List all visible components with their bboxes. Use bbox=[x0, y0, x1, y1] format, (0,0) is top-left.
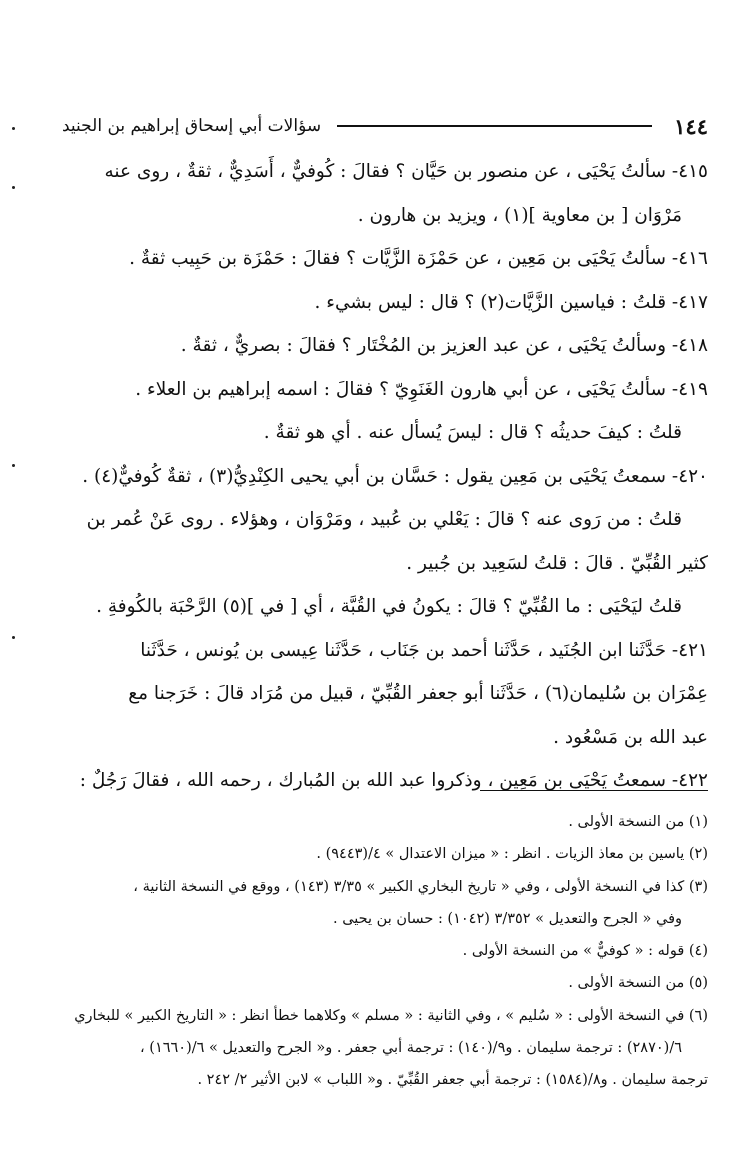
footnote-separator bbox=[480, 790, 708, 791]
text-line: عِمْرَان بن سُليمان(٦) ، حَدَّثَنا أبو جعفر القُبِّيّ ، قبيل من مُرَاد قالَ : خَرَجنا مع bbox=[128, 683, 708, 704]
footnote-line: (٢) ياسين بن معاذ الزيات . انظر : « ميزان الاعتدال » ٤/(٩٤٤٣) . bbox=[316, 846, 708, 863]
header-rule bbox=[337, 125, 652, 127]
text-line: ٤١٨- وسألتُ يَحْيَى ، عن عبد العزيز بن المُخْتَار ؟ فقالَ : بصريٌّ ، ثقةٌ . bbox=[180, 335, 708, 356]
running-header bbox=[62, 108, 708, 144]
text-line: ٤٢٠- سمعتُ يَحْيَى بن مَعِين يقول : حَسَّان بن أبي يحيى الكِنْدِيُّ(٣) ، ثقةٌ كُوفيٌّ(٤) . bbox=[82, 465, 708, 487]
footnote-line: (٣) كذا في النسخة الأولى ، وفي « تاريخ البخاري الكبير » ٣/٣٥ (١٤٣) ، ووقع في النسخة الثانية ، bbox=[133, 878, 708, 895]
text-line: ٤٢١- حَدَّثَنا ابن الجُنَيد ، حَدَّثَنا أحمد بن جَنَاب ، حَدَّثَنا عِيسى بن يُونس ، حَدَّثَنا bbox=[140, 639, 708, 661]
book-title: سؤالات أبي إسحاق إبراهيم بن الجنيد bbox=[62, 116, 322, 136]
page-number: ١٤٤ bbox=[674, 113, 708, 139]
margin-mark bbox=[12, 186, 15, 189]
margin-mark bbox=[12, 636, 15, 639]
footnote-line: (٦) في النسخة الأولى : « سُليم » ، وفي الثانية : « مسلم » وكلاهما خطأ انظر : « التاريخ الكبير » للبخاري bbox=[74, 1007, 708, 1024]
footnote-line: (٤) قوله : « كوفيٌّ » من النسخة الأولى . bbox=[462, 943, 708, 960]
text-line: ٤١٥- سألتُ يَحْيَى ، عن منصور بن حَيَّان ؟ فقالَ : كُوفيٌّ ، أَسَدِيٌّ ، ثقةٌ ، روى عنه bbox=[104, 161, 708, 182]
footnotes bbox=[62, 806, 708, 1097]
text-line: عبد الله بن مَسْعُود . bbox=[553, 726, 708, 748]
text-line: مَرْوَان [ بن معاوية ](١) ، ويزيد بن هارون . bbox=[357, 204, 682, 226]
footnote-line: ترجمة سليمان . و٨/(١٥٨٤) : ترجمة أبي جعفر القُبِّيّ . و« اللباب » لابن الأثير ٢/ ٢٤٢ . bbox=[197, 1072, 708, 1089]
text-line: ٤٢٢- سمعتُ يَحْيَى بن مَعِين ، وذكروا عبد الله بن المُبارك ، رحمه الله ، فقالَ رَجُلٌ : bbox=[79, 770, 708, 791]
footnote-line: (١) من النسخة الأولى . bbox=[568, 814, 708, 830]
footnote-line: ٦/(٢٨٧٠) : ترجمة سليمان . و٩/(١٤٠) : ترجمة أبي جعفر . و« الجرح والتعديل » ٦/(١٦٦٠) ، bbox=[139, 1040, 682, 1057]
text-line: ٤١٩- سألتُ يَحْيَى ، عن أبي هارون الغَنَوِيّ ؟ فقالَ : اسمه إبراهيم بن العلاء . bbox=[135, 378, 708, 400]
text-line: ٤١٧- قلتُ : فياسين الزَّيَّات(٢) ؟ قال : ليس بشيء . bbox=[314, 291, 708, 313]
text-line: قلتُ ليَحْيَى : ما القُبِّيّ ؟ قالَ : يكونُ في القُبَّة ، أي [ في ](٥) الرَّحْبَة بالكُوفةِ . bbox=[96, 596, 682, 617]
text-line: قلتُ : كيفَ حديثُه ؟ قال : ليسَ يُسأل عنه . أي هو ثقةٌ . bbox=[263, 422, 682, 443]
footnote-line: (٥) من النسخة الأولى . bbox=[568, 975, 708, 992]
text-line: قلتُ : من رَوى عنه ؟ قالَ : يَعْلي بن عُبيد ، ومَرْوَان ، وهؤلاء . روى عَنْ عُمر بن bbox=[86, 509, 682, 530]
footnote-line: وفي « الجرح والتعديل » ٣/٣٥٢ (١٠٤٢) : حسان بن يحيى . bbox=[333, 910, 682, 927]
main-text bbox=[62, 150, 708, 803]
margin-mark bbox=[12, 464, 15, 467]
margin-mark bbox=[12, 127, 15, 130]
text-line: ٤١٦- سألتُ يَحْيَى بن مَعِين ، عن حَمْزَة الزَّيَّات ؟ فقالَ : حَمْزَة بن حَبِيب ثقةٌ . bbox=[129, 248, 708, 269]
text-line: كثير القُبِّيّ . قالَ : قلتُ لسَعِيد بن جُبير . bbox=[406, 552, 708, 574]
